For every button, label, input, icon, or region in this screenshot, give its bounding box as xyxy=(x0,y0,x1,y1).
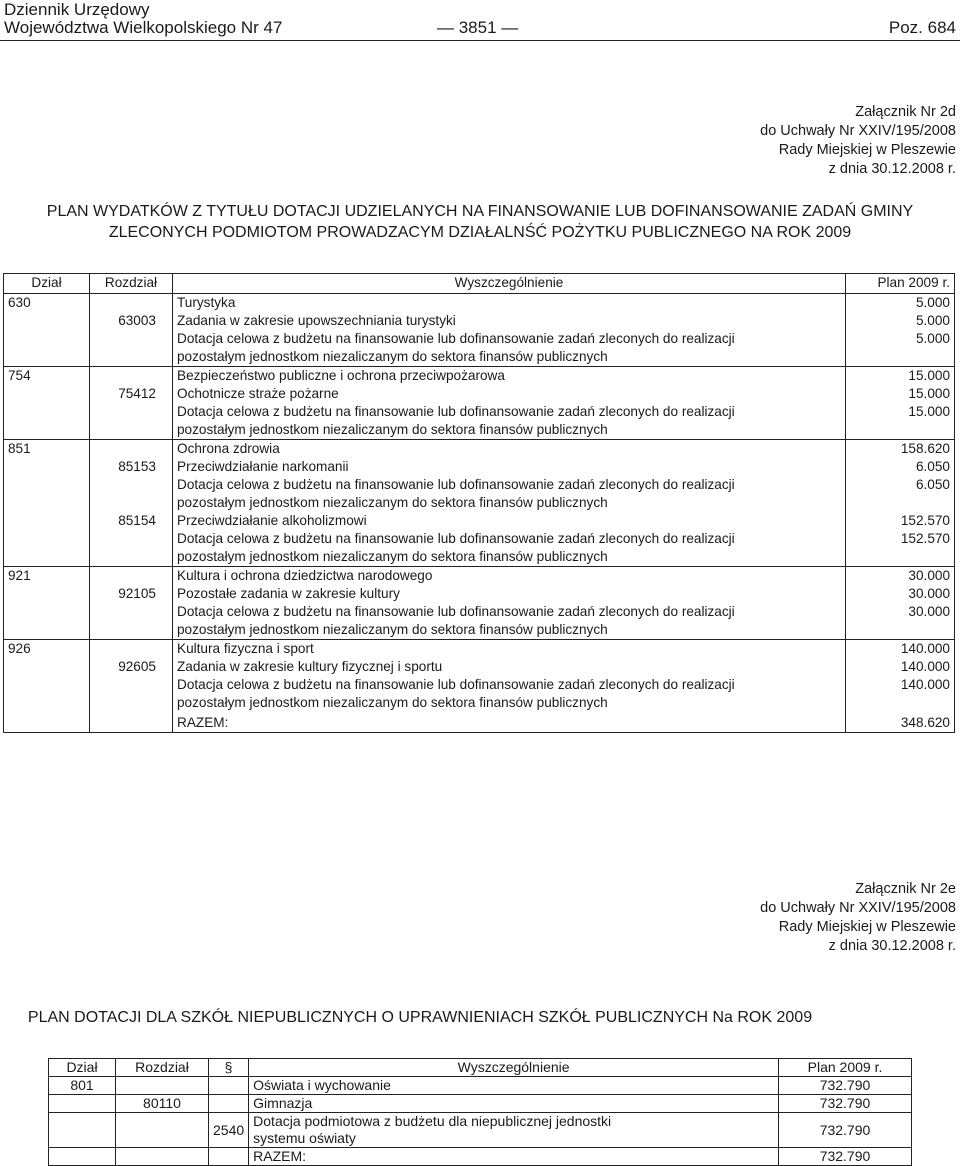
cell-name xyxy=(173,330,846,367)
cell-value: 15.000 xyxy=(846,385,955,403)
total-row xyxy=(49,1148,912,1166)
cell-dzial xyxy=(4,585,90,603)
cell-name xyxy=(173,476,846,512)
table-row xyxy=(4,458,955,476)
cell-name xyxy=(173,676,846,712)
plan-title-2: PLAN DOTACJI DLA SZKÓŁ NIEPUBLICZNYCH O UPRAWNIENIACH SZKÓŁ PUBLICZNYCH Na ROK 2009 xyxy=(27,1009,813,1026)
grant-description-line1: Dotacja celowa z budżetu na finansowanie lub dofinansowanie zadań zleconych do realizacji xyxy=(177,404,735,419)
header-paragraph: § xyxy=(209,1059,249,1077)
cell-paragraph xyxy=(209,1095,249,1113)
cell-value: 140.000 xyxy=(846,658,955,676)
cell-rozdzial xyxy=(90,367,173,386)
grant-description-line2: pozostałym jednostkom niezaliczanym do sektora finansów publicznych xyxy=(177,549,608,564)
cell-paragraph: 2540 xyxy=(209,1113,249,1148)
cell-value: 15.000 xyxy=(846,367,955,386)
grant-description-line2: pozostałym jednostkom niezaliczanym do sektora finansów publicznych xyxy=(177,622,608,637)
plan-title-1-line2: ZLECONYCH PODMIOTOM PROWADZACYM DZIAŁALNŚĆ POŻYTKU PUBLICZNEGO NA ROK 2009 xyxy=(108,224,852,241)
cell-rozdzial xyxy=(116,1077,209,1095)
table-row xyxy=(49,1113,912,1148)
grant-description-line1: Dotacja celowa z budżetu na finansowanie lub dofinansowanie zadań zleconych do realizacji xyxy=(177,677,735,692)
total-label: RAZEM: xyxy=(173,712,846,733)
cell-rozdzial xyxy=(116,1148,209,1166)
cell-name: Ochrona zdrowia xyxy=(173,440,846,459)
cell-name: Kultura i ochrona dziedzictwa narodowego xyxy=(173,567,846,586)
cell-value: 140.000 xyxy=(846,676,955,712)
header-plan: Plan 2009 r. xyxy=(779,1059,912,1077)
table-row xyxy=(4,640,955,659)
table-row xyxy=(4,476,955,512)
cell-value: 5.000 xyxy=(846,294,955,313)
cell-rozdzial xyxy=(90,640,173,659)
table-row xyxy=(4,676,955,712)
table-row xyxy=(4,403,955,440)
cell-rozdzial: 63003 xyxy=(90,312,173,330)
cell-name: Bezpieczeństwo publiczne i ochrona przeciwpożarowa xyxy=(173,367,846,386)
header-wyszczegolnienie: Wyszczególnienie xyxy=(173,274,846,294)
header-dzial: Dział xyxy=(4,274,90,294)
cell-value: 732.790 xyxy=(779,1113,912,1148)
cell-value: 15.000 xyxy=(846,403,955,440)
cell-rozdzial xyxy=(90,403,173,440)
total-value: 348.620 xyxy=(846,712,955,733)
journal-title: Dziennik Urzędowy xyxy=(4,0,150,19)
cell-name-line2: systemu oświaty xyxy=(253,1130,356,1146)
grant-description-line2: pozostałym jednostkom niezaliczanym do sektora finansów publicznych xyxy=(177,422,608,437)
cell-rozdzial xyxy=(90,330,173,367)
header-wyszczegolnienie: Wyszczególnienie xyxy=(249,1059,779,1077)
cell-rozdzial: 92105 xyxy=(90,585,173,603)
cell-name: Zadania w zakresie upowszechniania turystyki xyxy=(173,312,846,330)
grants-table xyxy=(3,273,955,733)
table-row xyxy=(4,312,955,330)
cell-rozdzial xyxy=(116,1113,209,1148)
page-header xyxy=(0,0,960,41)
cell-value: 30.000 xyxy=(846,567,955,586)
grant-description-line2: pozostałym jednostkom niezaliczanym do sektora finansów publicznych xyxy=(177,695,608,710)
annex-2d-block xyxy=(760,103,956,179)
grant-description-line1: Dotacja celowa z budżetu na finansowanie lub dofinansowanie zadań zleconych do realizacji xyxy=(177,604,735,619)
cell-name-line1: Dotacja podmiotowa z budżetu dla niepublicznej jednostki xyxy=(253,1113,612,1129)
annex-2e-title: Załącznik Nr 2e xyxy=(855,881,956,897)
annex-2e-resolution: do Uchwały Nr XXIV/195/2008 xyxy=(760,900,956,916)
header-plan: Plan 2009 r. xyxy=(846,274,955,294)
cell-dzial xyxy=(49,1113,116,1148)
table-row xyxy=(4,385,955,403)
cell-dzial xyxy=(4,712,90,733)
table-row xyxy=(4,567,955,586)
cell-value: 152.570 xyxy=(846,530,955,567)
cell-value: 30.000 xyxy=(846,603,955,640)
cell-dzial xyxy=(49,1095,116,1113)
table-row xyxy=(49,1077,912,1095)
cell-name: Oświata i wychowanie xyxy=(249,1077,779,1095)
total-row xyxy=(4,712,955,733)
cell-paragraph xyxy=(209,1077,249,1095)
cell-name xyxy=(173,603,846,640)
cell-name: Turystyka xyxy=(173,294,846,313)
cell-value: 6.050 xyxy=(846,458,955,476)
cell-value: 732.790 xyxy=(779,1077,912,1095)
cell-dzial xyxy=(4,676,90,712)
cell-rozdzial xyxy=(90,603,173,640)
cell-name: Przeciwdziałanie narkomanii xyxy=(173,458,846,476)
cell-rozdzial xyxy=(90,294,173,313)
grant-description-line2: pozostałym jednostkom niezaliczanym do sektora finansów publicznych xyxy=(177,349,608,364)
table-row xyxy=(4,294,955,313)
plan-title-1-line1: PLAN WYDATKÓW Z TYTUŁU DOTACJI UDZIELANYCH NA FINANSOWANIE LUB DOFINANSOWANIE ZADAŃ GMINY xyxy=(46,203,914,220)
cell-rozdzial xyxy=(90,676,173,712)
total-value: 732.790 xyxy=(779,1148,912,1166)
grant-description-line1: Dotacja celowa z budżetu na finansowanie lub dofinansowanie zadań zleconych do realizacji xyxy=(177,331,735,346)
cell-name xyxy=(249,1113,779,1148)
journal-subtitle: Województwa Wielkopolskiego Nr 47 xyxy=(4,18,283,37)
cell-name: Kultura fizyczna i sport xyxy=(173,640,846,659)
cell-dzial: 754 xyxy=(4,367,90,386)
plan-title-1 xyxy=(0,201,960,243)
cell-rozdzial xyxy=(90,530,173,567)
cell-rozdzial xyxy=(90,567,173,586)
table-row xyxy=(4,512,955,530)
table-row xyxy=(49,1095,912,1113)
cell-value: 732.790 xyxy=(779,1095,912,1113)
cell-dzial xyxy=(4,385,90,403)
cell-dzial xyxy=(49,1148,116,1166)
cell-name: Przeciwdziałanie alkoholizmowi xyxy=(173,512,846,530)
cell-dzial xyxy=(4,330,90,367)
annex-2d-title: Załącznik Nr 2d xyxy=(855,104,956,120)
table-header-row xyxy=(49,1059,912,1077)
table-row xyxy=(4,440,955,459)
cell-dzial: 630 xyxy=(4,294,90,313)
cell-dzial: 801 xyxy=(49,1077,116,1095)
table-row xyxy=(4,585,955,603)
cell-name: Ochotnicze straże pożarne xyxy=(173,385,846,403)
cell-dzial xyxy=(4,312,90,330)
grant-description-line1: Dotacja celowa z budżetu na finansowanie lub dofinansowanie zadań zleconych do realizacji xyxy=(177,531,735,546)
header-rozdzial: Rozdział xyxy=(90,274,173,294)
cell-rozdzial xyxy=(90,476,173,512)
cell-name xyxy=(173,403,846,440)
cell-rozdzial: 75412 xyxy=(90,385,173,403)
cell-value: 30.000 xyxy=(846,585,955,603)
cell-rozdzial: 92605 xyxy=(90,658,173,676)
cell-value: 152.570 xyxy=(846,512,955,530)
annex-2d-resolution: do Uchwały Nr XXIV/195/2008 xyxy=(760,123,956,139)
position-number: Poz. 684 xyxy=(888,18,956,37)
cell-value: 158.620 xyxy=(846,440,955,459)
annex-2e-date: z dnia 30.12.2008 r. xyxy=(828,938,956,954)
cell-rozdzial xyxy=(90,712,173,733)
header-rozdzial: Rozdział xyxy=(116,1059,209,1077)
cell-dzial xyxy=(4,530,90,567)
table-row xyxy=(4,530,955,567)
annex-2e-block xyxy=(760,880,956,956)
annex-2d-date: z dnia 30.12.2008 r. xyxy=(828,161,956,177)
annex-2e-council: Rady Miejskiej w Pleszewie xyxy=(778,919,956,935)
cell-value: 140.000 xyxy=(846,640,955,659)
cell-value: 6.050 xyxy=(846,476,955,512)
table-row xyxy=(4,658,955,676)
cell-name: Gimnazja xyxy=(249,1095,779,1113)
grant-description-line1: Dotacja celowa z budżetu na finansowanie lub dofinansowanie zadań zleconych do realizacji xyxy=(177,477,735,492)
cell-dzial: 921 xyxy=(4,567,90,586)
page-number: — 3851 — xyxy=(437,18,519,37)
table-row xyxy=(4,330,955,367)
cell-dzial xyxy=(4,658,90,676)
grant-description-line2: pozostałym jednostkom niezaliczanym do sektora finansów publicznych xyxy=(177,495,608,510)
schools-grant-table xyxy=(48,1058,912,1166)
cell-dzial xyxy=(4,403,90,440)
cell-dzial xyxy=(4,476,90,512)
cell-rozdzial: 85153 xyxy=(90,458,173,476)
cell-name: Zadania w zakresie kultury fizycznej i sportu xyxy=(173,658,846,676)
cell-rozdzial xyxy=(90,440,173,459)
table-header-row xyxy=(4,274,955,294)
cell-paragraph xyxy=(209,1148,249,1166)
cell-rozdzial: 85154 xyxy=(90,512,173,530)
table-row xyxy=(4,367,955,386)
header-dzial: Dział xyxy=(49,1059,116,1077)
table-row xyxy=(4,603,955,640)
cell-dzial xyxy=(4,603,90,640)
cell-dzial xyxy=(4,458,90,476)
annex-2d-council: Rady Miejskiej w Pleszewie xyxy=(778,142,956,158)
cell-value: 5.000 xyxy=(846,330,955,367)
total-label: RAZEM: xyxy=(249,1148,779,1166)
cell-name xyxy=(173,530,846,567)
cell-value: 5.000 xyxy=(846,312,955,330)
cell-dzial: 926 xyxy=(4,640,90,659)
cell-dzial xyxy=(4,512,90,530)
cell-dzial: 851 xyxy=(4,440,90,459)
cell-name: Pozostałe zadania w zakresie kultury xyxy=(173,585,846,603)
cell-rozdzial: 80110 xyxy=(116,1095,209,1113)
